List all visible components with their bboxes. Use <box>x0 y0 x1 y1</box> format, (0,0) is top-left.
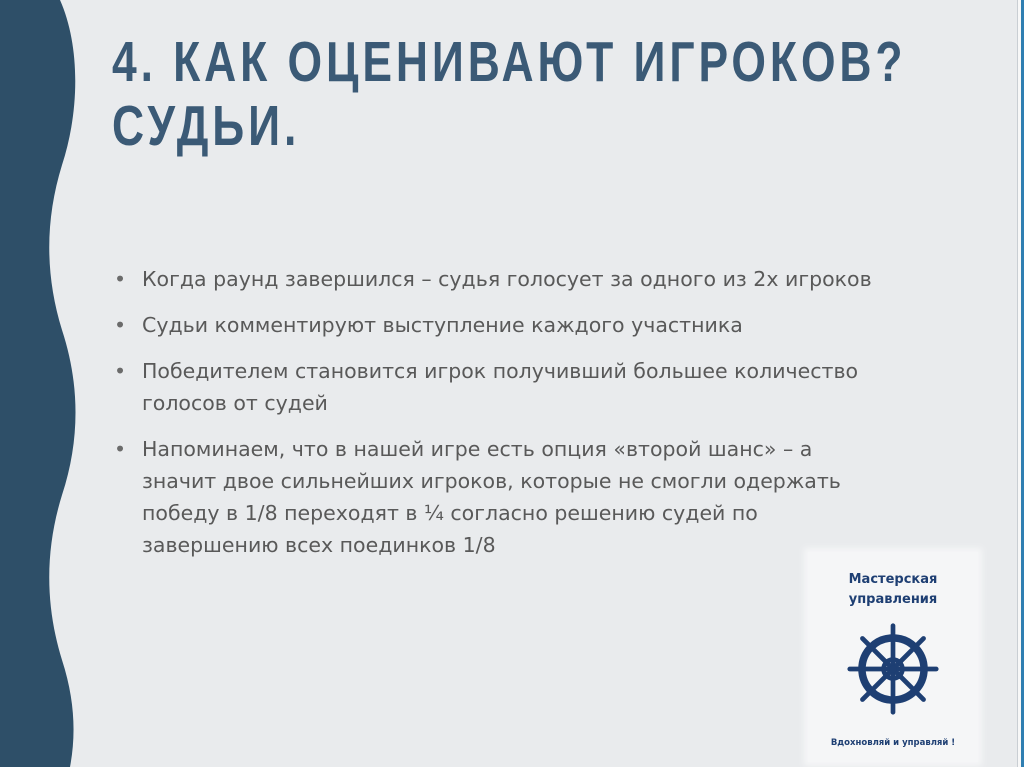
slide-title-line-2: СУДЬИ. <box>112 94 301 158</box>
bullet-marker: • <box>114 359 127 383</box>
bullet-text: Когда раунд завершился – судья голосует за одного из 2х игроков <box>142 267 872 291</box>
logo-title <box>808 570 978 610</box>
wave-side-band <box>0 0 90 767</box>
bullet-item <box>112 309 872 341</box>
bullet-item <box>112 355 872 419</box>
bullet-list <box>112 263 872 575</box>
ship-wheel-icon <box>846 622 940 716</box>
logo-title-line-2: управления <box>848 592 938 607</box>
bullet-text: Судьи комментируют выступление каждого участника <box>142 313 743 337</box>
logo-title-line-1: Мастерская <box>848 572 938 587</box>
bullet-item <box>112 433 872 561</box>
bullet-marker: • <box>114 267 127 291</box>
right-edge-border <box>1017 0 1024 767</box>
bullet-text: Напоминаем, что в нашей игре есть опция «второй шанс» – а значит двое сильнейших игроков, которые не смогли одержать победу в 1/8 переходят в ¼ согласно решению судей по завершению всех поединков 1/8 <box>142 437 841 557</box>
bullet-marker: • <box>114 313 127 337</box>
bullet-text: Победителем становится игрок получивший большее количество голосов от судей <box>142 359 859 415</box>
bullet-marker: • <box>114 437 127 461</box>
bullet-item <box>112 263 872 295</box>
logo-slogan: Вдохновляй и управляй ! <box>830 738 956 748</box>
slide-title-line-1: 4. КАК ОЦЕНИВАЮТ ИГРОКОВ? <box>112 30 907 94</box>
slide-title <box>112 30 907 158</box>
company-logo <box>808 552 978 762</box>
